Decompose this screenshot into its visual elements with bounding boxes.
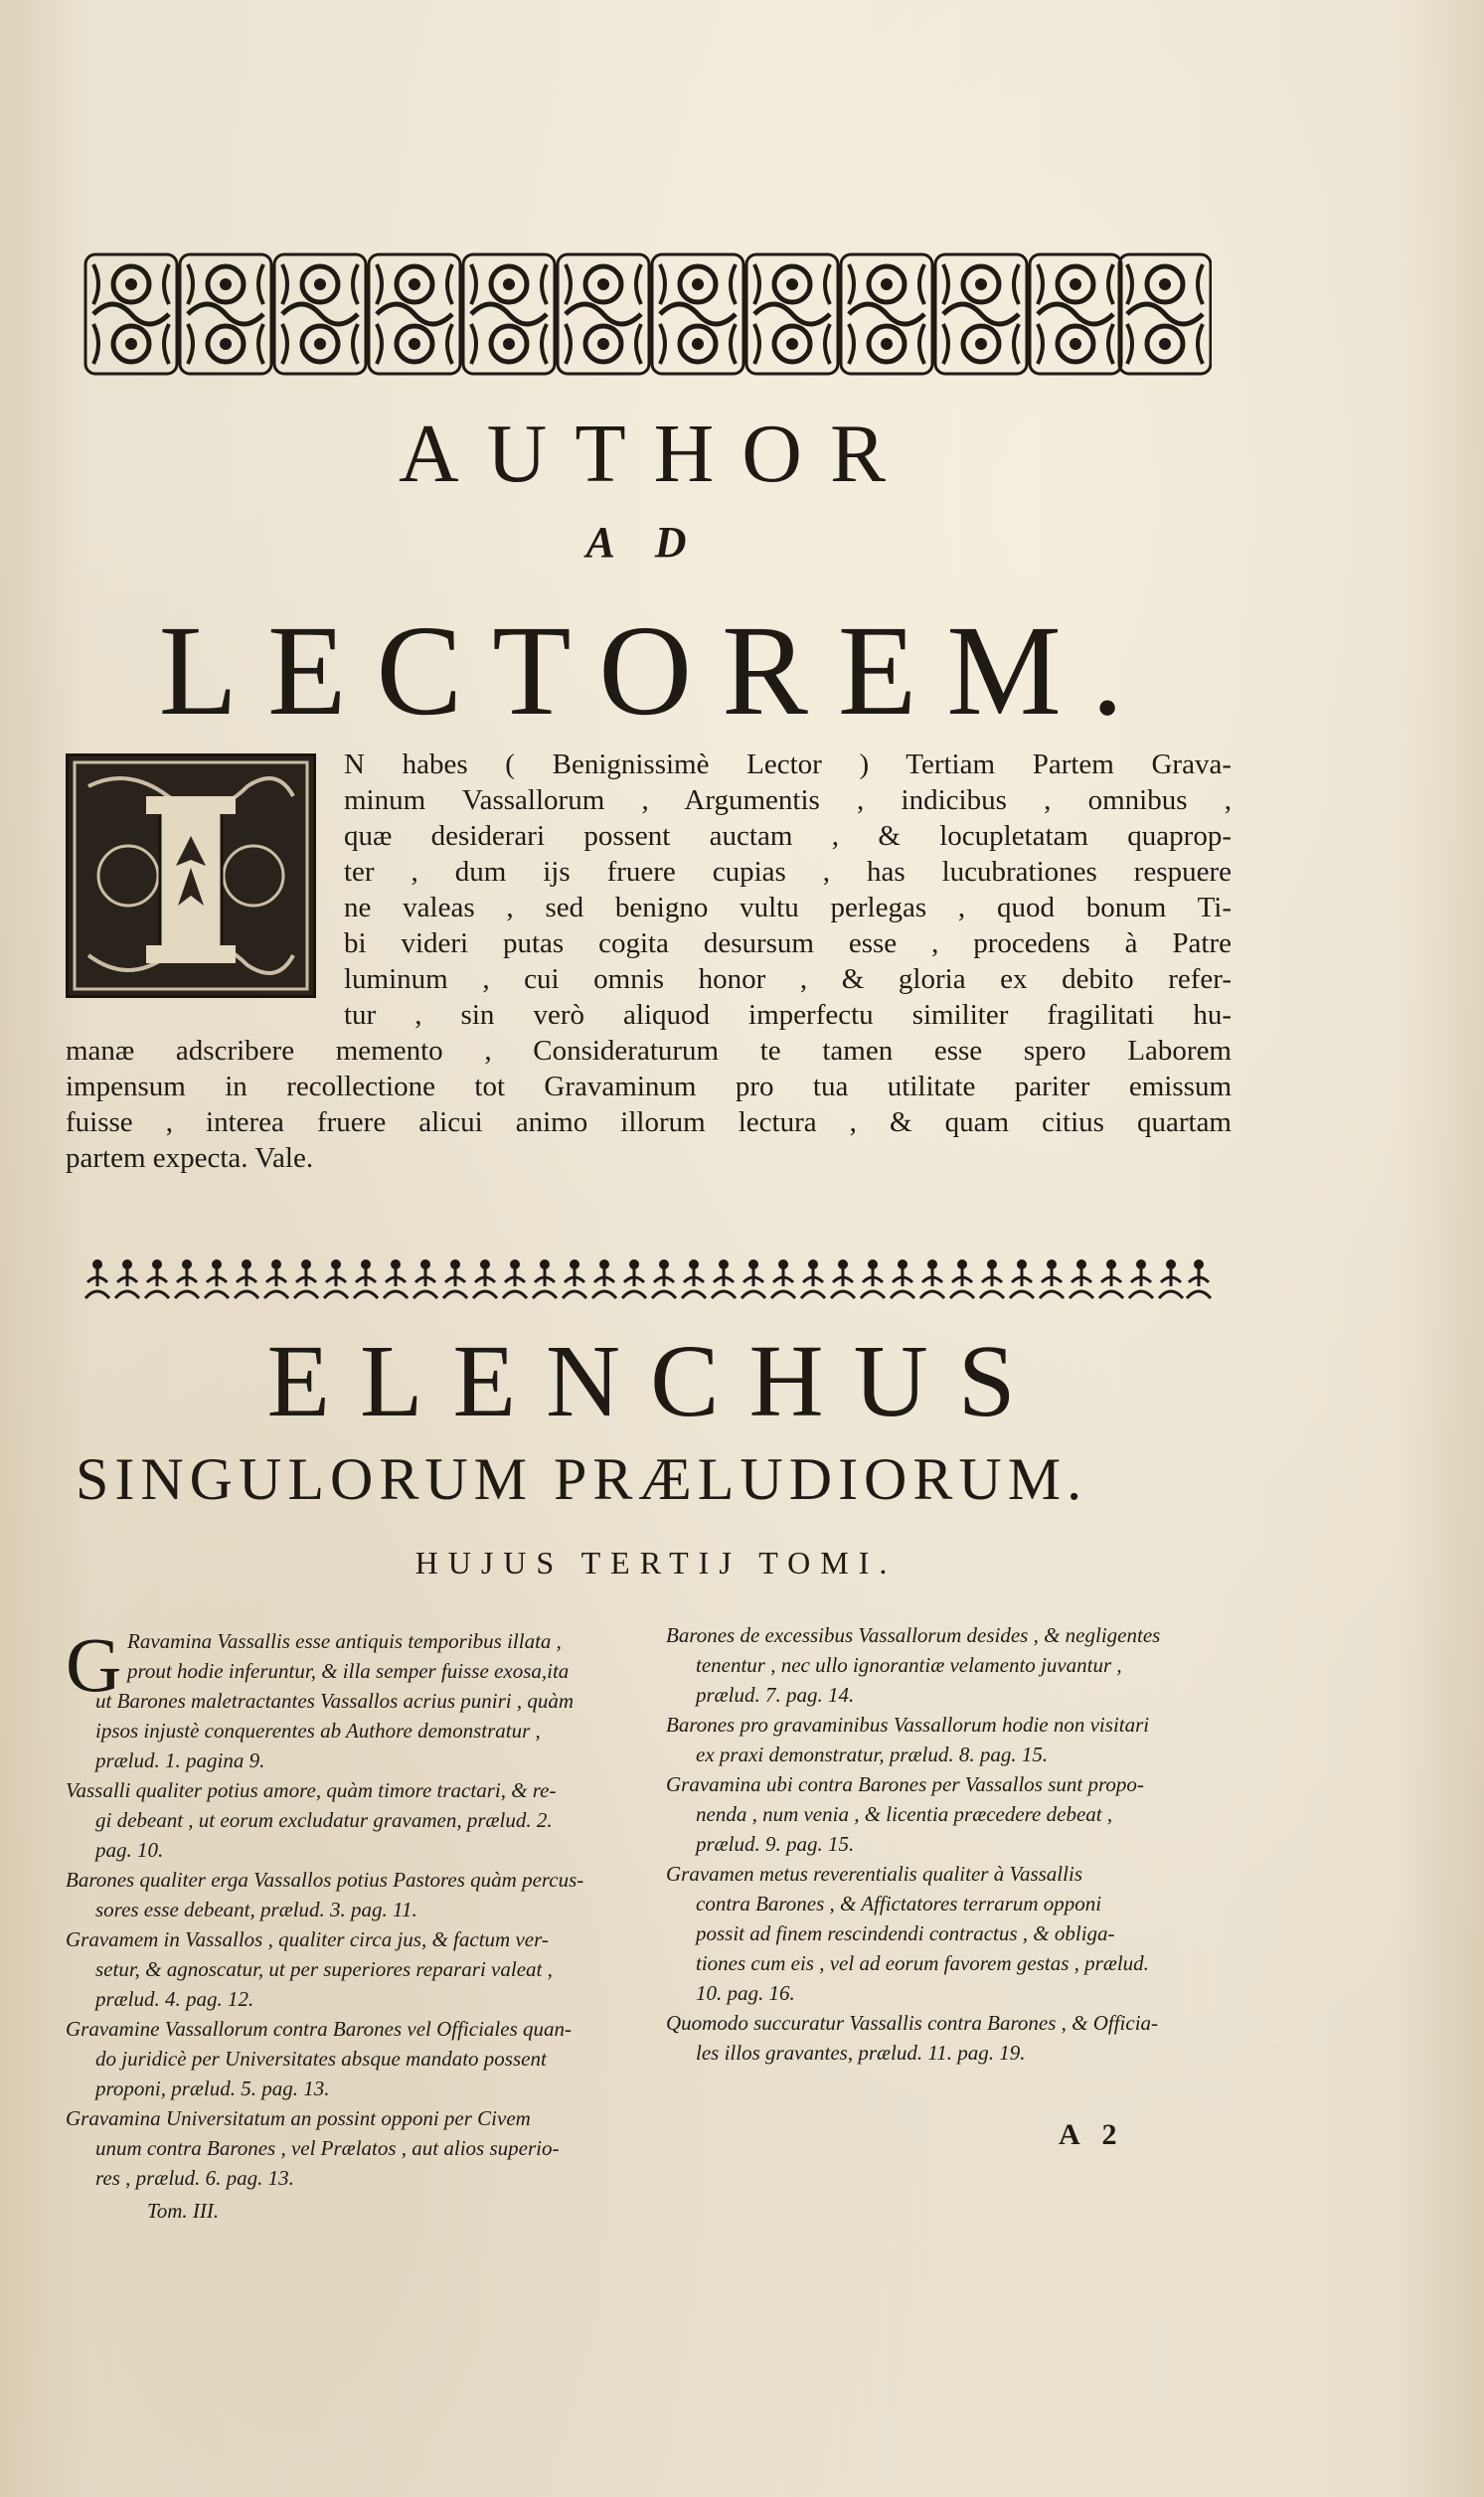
index-entry: unum contra Barones , vel Prælatos , aut alios superio- [95, 2136, 560, 2160]
index-entry: 10. pag. 16. [696, 1981, 795, 2005]
index-entry: nenda , num venia , & licentia præcedere debeat , [696, 1802, 1113, 1826]
index-entry: Gravamem in Vassallos , qualiter circa jus, & factum ver- [66, 1927, 549, 1951]
index-entry: prout hodie inferuntur, & illa semper fuisse exosa,ita [127, 1659, 570, 1683]
index-entry: possit ad finem rescindendi contractus , & obliga- [696, 1921, 1115, 1945]
preface-line: minum Vassallorum , Argumentis , indicibus , omnibus , [344, 784, 1232, 816]
preface-line: impensum in recollectione tot Gravaminum pro tua utilitate pariter emissum [66, 1071, 1232, 1102]
index-entry: Gravamina ubi contra Barones per Vassallos sunt propo- [666, 1772, 1144, 1796]
index-entry: Gravamina Universitatum an possint opponi per Civem [66, 2106, 531, 2130]
preface-line: bi videri putas cogita desursum esse , procedens à Patre [344, 927, 1232, 959]
heading-hujus-tertij-tomi: HUJUS TERTIJ TOMI. [414, 1545, 898, 1581]
index-entry: prælud. 7. pag. 14. [696, 1683, 855, 1707]
index-entry: Gravamine Vassallorum contra Barones vel Officiales quan- [66, 2017, 572, 2041]
ornament-band-top [83, 245, 1212, 384]
index-entry: prælud. 1. pagina 9. [95, 1748, 265, 1772]
preface-line: ne valeas , sed benigno vultu perlegas , quod bonum Ti- [344, 892, 1232, 923]
index-entry: Barones pro gravaminibus Vassallorum hodie non visitari [666, 1713, 1150, 1737]
heading-author: AUTHOR [399, 408, 913, 500]
ornament-scrollwork-icon [83, 245, 1212, 384]
index-entry: ipsos injustè conquerentes ab Authore demonstratur , [95, 1719, 541, 1743]
index-entry: do juridicè per Universitates absque mandato possent [95, 2047, 547, 2071]
index-entry: gi debeant , ut eorum excludatur gravamen, prælud. 2. [95, 1808, 553, 1832]
index-entry: Ravamina Vassallis esse antiquis temporibus illata , [127, 1629, 562, 1653]
index-entry: Barones de excessibus Vassallorum desides , & negligentes [666, 1623, 1161, 1647]
index-entry: ut Barones maletractantes Vassallos acrius puniri , quàm [95, 1689, 575, 1713]
heading-elenchus: ELENCHUS [266, 1324, 1046, 1438]
fleuron-row-icon [83, 1254, 1212, 1306]
preface-line: partem expecta. Vale. [66, 1142, 314, 1174]
preface-line: luminum , cui omnis honor , & gloria ex debito refer- [344, 963, 1232, 995]
ornament-band-middle [83, 1254, 1212, 1306]
heading-singulorum: SINGULORUM PRÆLUDIORUM. [76, 1446, 1088, 1512]
tome-marker: Tom. III. [147, 2199, 220, 2223]
index-entry: prælud. 9. pag. 15. [696, 1832, 855, 1856]
index-entry: ex praxi demonstratur, prælud. 8. pag. 15. [696, 1743, 1049, 1766]
index-entry: setur, & agnoscatur, ut per superiores reparari valeat , [95, 1957, 553, 1981]
preface-line: fuisse , interea fruere alicui animo illorum lectura , & quam citius quartam [66, 1106, 1232, 1138]
index-entry: pag. 10. [95, 1838, 164, 1862]
index-entry: Quomodo succuratur Vassallis contra Barones , & Officia- [666, 2011, 1159, 2035]
preface-line: manæ adscribere memento , Consideraturum te tamen esse spero Laborem [66, 1035, 1232, 1067]
heading-ad: AD [585, 518, 727, 567]
index-entry: sores esse debeant, prælud. 3. pag. 11. [95, 1898, 417, 1921]
preface-line: tur , sin verò aliquod imperfectu similiter fragilitati hu- [344, 999, 1232, 1031]
preface-line: N habes ( Benignissimè Lector ) Tertiam Partem Grava- [344, 749, 1232, 780]
decorated-initial-i-icon [66, 753, 316, 998]
index-entry: contra Barones , & Affictatores terrarum opponi [696, 1892, 1102, 1915]
index-entry: tiones cum eis , vel ad eorum favorem gestas , prælud. [696, 1951, 1149, 1975]
preface-line: ter , dum ijs fruere cupias , has lucubrationes respuere [344, 856, 1232, 888]
index-entry: res , prælud. 6. pag. 13. [95, 2166, 294, 2190]
index-entry: les illos gravantes, prælud. 11. pag. 19. [696, 2041, 1026, 2065]
index-entry: prælud. 4. pag. 12. [95, 1987, 254, 2011]
index-entry: proponi, prælud. 5. pag. 13. [95, 2077, 330, 2100]
index-entry: Gravamen metus reverentialis qualiter à Vassallis [666, 1862, 1082, 1886]
preface-line: quæ desiderari possent auctam , & locupletatam quaprop- [344, 820, 1232, 852]
initial-g: G [66, 1621, 122, 1708]
index-entry: Vassalli qualiter potius amore, quàm timore tractari, & re- [66, 1778, 557, 1802]
index-entry: tenentur , nec ullo ignorantiæ velamento juvantur , [696, 1653, 1122, 1677]
index-entry: Barones qualiter erga Vassallos potius Pastores quàm percus- [66, 1868, 584, 1892]
heading-lectorem: LECTOREM. [158, 599, 1154, 743]
signature-mark: A 2 [1059, 2118, 1125, 2151]
